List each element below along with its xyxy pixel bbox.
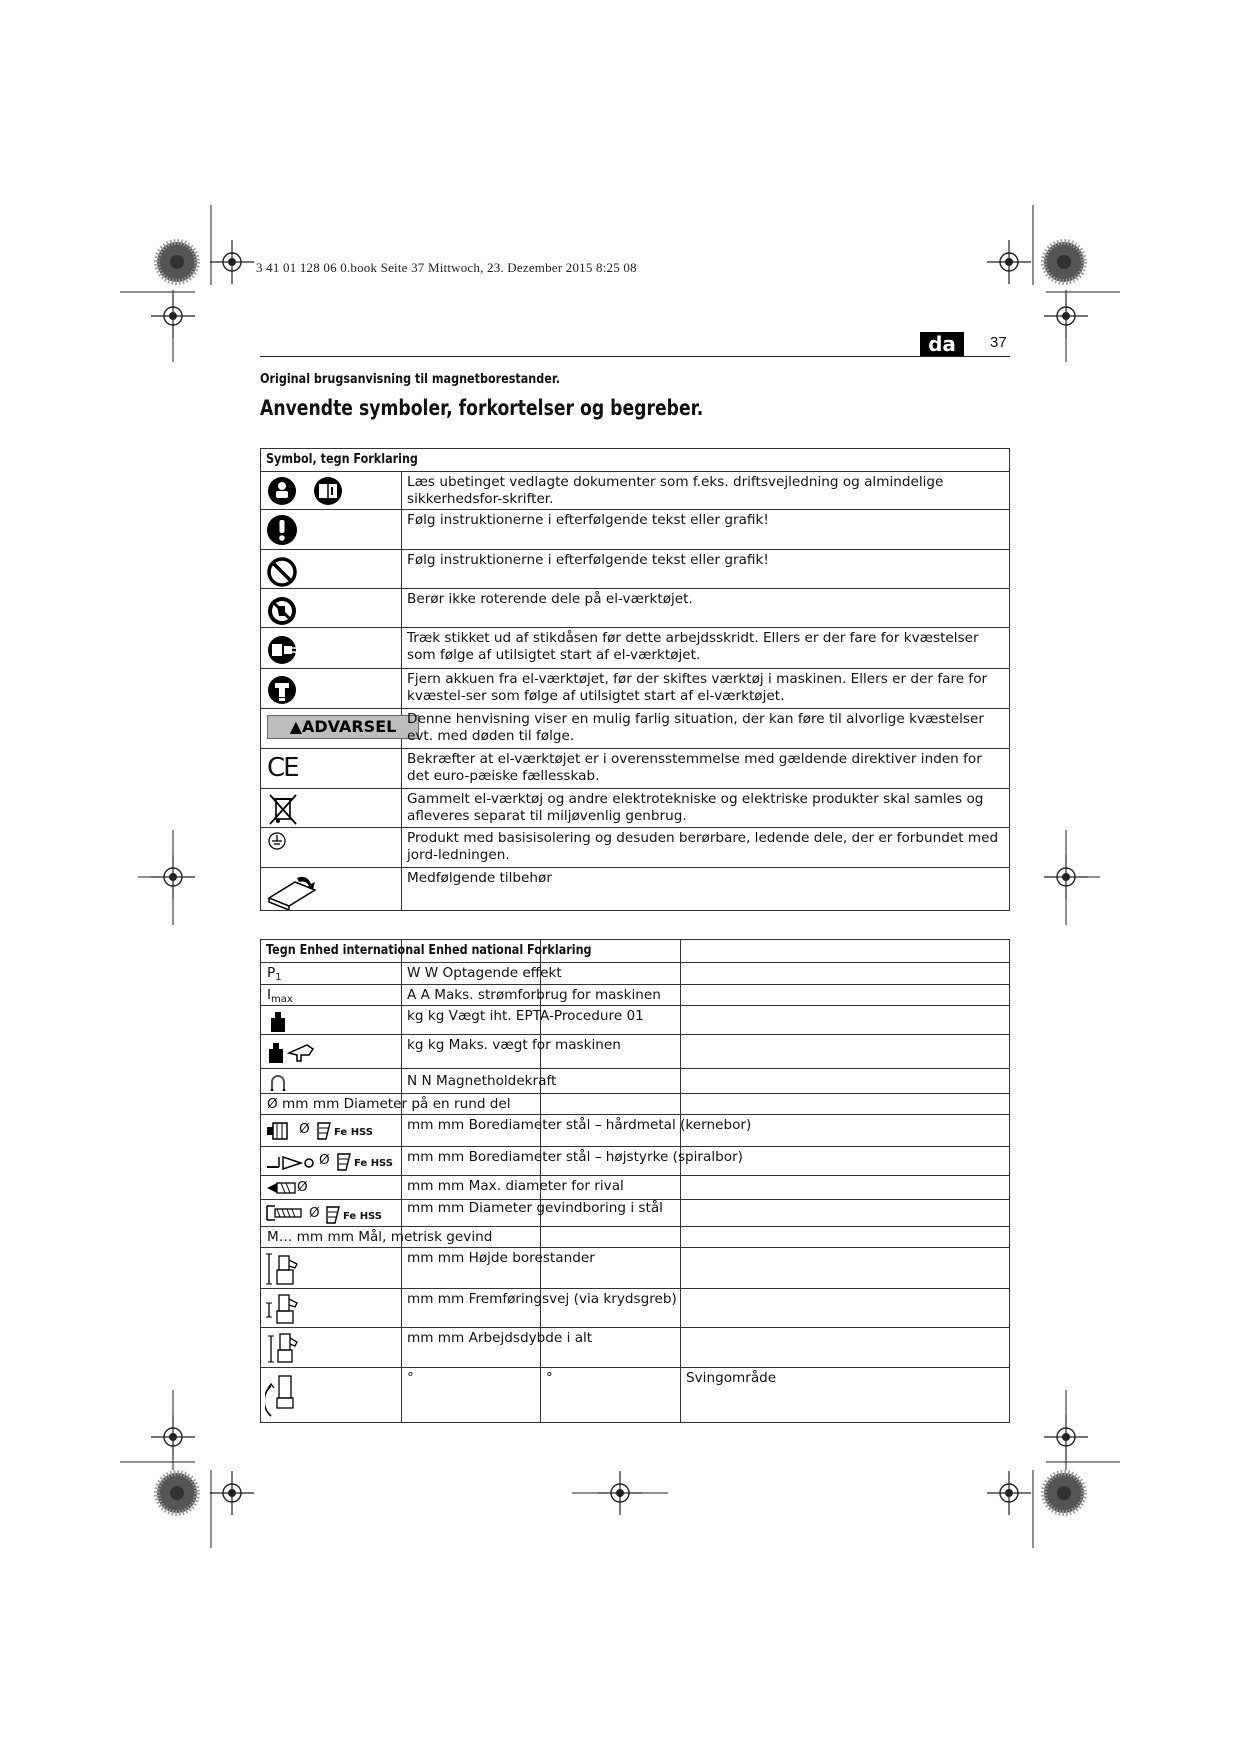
language-badge: da [920,332,964,356]
reamer-icon [265,1178,299,1198]
warning-triangle-icon: ▲ [289,717,302,736]
unit-sign [267,965,282,986]
table-row [261,1114,1009,1146]
table-row [261,509,1009,549]
table-header-row [261,449,1009,471]
table-row [261,1247,1009,1288]
unit-explanation: N N Magnetholdekraft [407,1073,557,1089]
unit-explanation: M… mm mm Mål, metrisk gevind [267,1229,493,1245]
table-row [261,867,1009,910]
units-table [260,939,1010,1423]
ce-mark-icon: CE [267,753,298,783]
page-number: 37 [990,334,1007,351]
sign-subscript: 1 [275,972,282,983]
remove-battery-icon [266,671,302,707]
read-manual-icon [266,474,346,510]
feed-travel-icon [265,1291,305,1327]
table-row [261,1005,1009,1034]
max-weight-machine-icon [267,1037,321,1067]
working-depth-icon [265,1330,305,1366]
table-row [261,1093,1009,1114]
diameter-symbol: Ø [319,1152,330,1168]
unit-explanation: kg kg Maks. vægt for maskinen [407,1037,621,1053]
diameter-symbol: Ø [299,1121,310,1137]
sign-letter: I [267,987,272,1003]
table-row [261,1199,1009,1226]
unit-international: ° [407,1370,414,1386]
unit-explanation: W W Optagende effekt [407,965,562,981]
sign-subscript: max [271,994,293,1005]
symbols-table [260,448,1010,911]
tap-icon [265,1202,305,1224]
swivel-range-icon [265,1370,305,1420]
symbol-explanation: Bekræfter at el-værktøjet er i overensstemmelse med gældende direktiver inden for det euro-pæiske fællesskab. [407,751,982,784]
table-row [261,984,1009,1005]
unit-explanation: mm mm Fremføringsvej (via krydsgreb) [407,1291,677,1307]
symbol-explanation: Berør ikke roterende dele på el-værktøjet. [407,591,693,607]
table-header: Symbol, tegn Forklaring [266,452,418,467]
stand-height-icon [265,1250,305,1288]
symbol-explanation: Følg instruktionerne i efterfølgende tekst eller grafik! [407,552,769,568]
unplug-icon [266,631,302,667]
header-rule [260,356,1010,357]
material-label: Fe HSS [354,1158,394,1169]
unit-national: ° [546,1370,553,1386]
table-row [261,1175,1009,1199]
weee-bin-icon [266,791,302,827]
table-header-row [261,940,1009,962]
magnet-icon [267,1071,291,1093]
symbol-explanation: Denne henvisning viser en mulig farlig situation, der kan føre til alvorlige kvæstelser evt. med døden til følge. [407,711,984,744]
no-touch-rotating-icon [266,592,302,628]
twist-drill-icon [265,1149,321,1175]
table-row [261,1288,1009,1327]
unit-explanation: Ø mm mm Diameter på en rund del [267,1096,511,1112]
table-row [261,1034,1009,1068]
symbol-explanation: Træk stikket ud af stikdåsen før dette arbejdsskridt. Ellers er der fare for kvæstelser som følge af utilsigtet start af el-værktøjet. [407,630,979,663]
symbol-explanation: Læs ubetinget vedlagte dokumenter som f.eks. driftsvejledning og almindelige sikkerhedsfor-skrifter. [407,474,944,507]
symbol-explanation: Følg instruktionerne i efterfølgende tekst eller grafik! [407,512,769,528]
exclamation-icon [266,512,302,548]
unit-explanation: Svingområde [686,1370,777,1386]
sign-letter: P [267,965,276,981]
table-row [261,962,1009,984]
included-accessory-icon [265,870,325,910]
table-row [261,708,1009,748]
table-row [261,748,1009,788]
weight-icon [267,1008,291,1034]
unit-explanation: A A Maks. strømforbrug for maskinen [407,987,661,1003]
unit-explanation: mm mm Højde borestander [407,1250,595,1266]
table-row [261,1327,1009,1367]
unit-explanation: mm mm Borediameter stål – hårdmetal (kernebor) [407,1117,752,1133]
table-row [261,668,1009,708]
table-row [261,1367,1009,1422]
section-title: Anvendte symboler, forkortelser og begreber. [260,396,704,420]
diameter-symbol: Ø [297,1179,308,1195]
material-label: Fe HSS [343,1211,383,1222]
material-label: Fe HSS [334,1127,374,1138]
table-row [261,471,1009,509]
unit-explanation: mm mm Arbejdsdybde i alt [407,1330,593,1346]
unit-explanation: mm mm Max. diameter for rival [407,1178,624,1194]
advarsel-label [267,715,419,739]
table-row [261,1146,1009,1175]
table-row [261,1068,1009,1093]
prohibition-icon [266,553,302,589]
material-steel-icon [335,1150,353,1172]
table-row [261,1226,1009,1247]
print-info: 3 41 01 128 06 0.book Seite 37 Mittwoch, 23. Dezember 2015 8:25 08 [256,260,637,275]
table-row [261,627,1009,668]
table-row [261,827,1009,867]
symbol-explanation: Produkt med basisisolering og desuden berørbare, ledende dele, der er forbundet med jord-ledningen. [407,830,999,863]
symbol-explanation: Fjern akkuen fra el-værktøjet, før der skiftes værktøj i maskinen. Ellers er der fare for kvæstel-ser som følge af utilsigtet start af el-værktøjet. [407,671,988,704]
earth-ground-icon [266,830,290,854]
core-drill-icon [265,1117,299,1143]
table-row [261,588,1009,627]
table-row [261,549,1009,588]
symbol-explanation: Medfølgende tilbehør [407,870,552,886]
unit-explanation: mm mm Borediameter stål – højstyrke (spiralbor) [407,1149,743,1165]
unit-explanation: kg kg Vægt iht. EPTA-Procedure 01 [407,1008,644,1024]
material-steel-icon [315,1119,333,1141]
table-header: Tegn Enhed international Enhed national Forklaring [266,943,592,958]
diameter-symbol: Ø [309,1205,320,1221]
unit-explanation: mm mm Diameter gevindboring i stål [407,1200,663,1216]
material-steel-icon [324,1203,342,1225]
symbol-explanation: Gammelt el-værktøj og andre elektrotekniske og elektriske produkter skal samles og afleveres separat til miljøvenlig genbrug. [407,791,984,824]
advarsel-text: ADVARSEL [302,717,397,736]
table-row [261,788,1009,827]
document-subtitle: Original brugsanvisning til magnetborestander. [260,372,560,387]
